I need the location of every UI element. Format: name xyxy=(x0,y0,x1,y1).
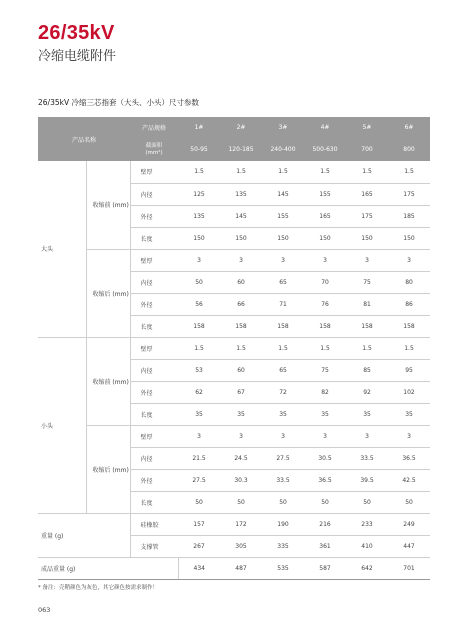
table-cell: 3 xyxy=(220,249,262,271)
table-cell: 3 xyxy=(262,425,304,447)
table-cell: 75 xyxy=(346,271,388,293)
row-label: 内径 xyxy=(130,271,178,293)
table-cell: 1.5 xyxy=(304,337,346,359)
row-label: 壁厚 xyxy=(130,161,178,183)
table-cell: 35 xyxy=(388,403,430,425)
table-cell: 175 xyxy=(388,183,430,205)
row-label: 内径 xyxy=(130,183,178,205)
table-cell: 35 xyxy=(220,403,262,425)
table-cell: 1.5 xyxy=(388,161,430,183)
model-header: 3# xyxy=(262,117,304,138)
table-cell: 3 xyxy=(346,425,388,447)
table-cell: 35 xyxy=(262,403,304,425)
table-cell: 1.5 xyxy=(262,337,304,359)
row-label: 长度 xyxy=(130,315,178,337)
model-header: 5# xyxy=(346,117,388,138)
table-cell: 65 xyxy=(262,359,304,381)
table-cell: 60 xyxy=(220,359,262,381)
table-cell: 82 xyxy=(304,381,346,403)
product-name-header: 产品名称 xyxy=(38,117,130,161)
subgroup-label: 收缩后 (mm) xyxy=(86,425,130,513)
table-cell: 35 xyxy=(346,403,388,425)
row-label: 长度 xyxy=(130,491,178,513)
table-cell: 1.5 xyxy=(220,161,262,183)
table-cell: 3 xyxy=(178,249,220,271)
table-cell: 50 xyxy=(178,271,220,293)
table-cell: 80 xyxy=(388,271,430,293)
table-cell: 1.5 xyxy=(262,161,304,183)
table-cell: 145 xyxy=(220,205,262,227)
group-label: 小头 xyxy=(38,337,86,513)
table-cell: 95 xyxy=(388,359,430,381)
area-range: 120-185 xyxy=(220,138,262,161)
table-cell: 150 xyxy=(346,227,388,249)
table-cell: 158 xyxy=(220,315,262,337)
table-cell: 1.5 xyxy=(388,337,430,359)
row-label: 支撑管 xyxy=(130,535,178,557)
table-cell: 150 xyxy=(304,227,346,249)
table-cell: 85 xyxy=(346,359,388,381)
table-cell: 33.5 xyxy=(262,469,304,491)
weight-label: 重量 (g) xyxy=(38,513,130,557)
table-cell: 145 xyxy=(262,183,304,205)
table-cell: 30.3 xyxy=(220,469,262,491)
table-cell: 535 xyxy=(262,557,304,579)
row-label: 外径 xyxy=(130,381,178,403)
model-header: 1# xyxy=(178,117,220,138)
table-cell: 135 xyxy=(220,183,262,205)
table-cell: 24.5 xyxy=(220,447,262,469)
area-range: 700 xyxy=(346,138,388,161)
table-cell: 157 xyxy=(178,513,220,535)
table-cell: 72 xyxy=(262,381,304,403)
table-cell: 487 xyxy=(220,557,262,579)
table-cell: 102 xyxy=(388,381,430,403)
total-weight-label: 成品重量 (g) xyxy=(38,557,178,579)
row-label: 壁厚 xyxy=(130,249,178,271)
table-cell: 1.5 xyxy=(220,337,262,359)
row-label: 壁厚 xyxy=(130,425,178,447)
table-cell: 92 xyxy=(346,381,388,403)
page-subtitle: 冷缩电缆附件 xyxy=(38,49,117,64)
table-cell: 1.5 xyxy=(346,161,388,183)
table-cell: 3 xyxy=(388,425,430,447)
subgroup-label: 收缩前 (mm) xyxy=(86,337,130,425)
spec-table xyxy=(38,117,430,580)
table-row xyxy=(38,513,430,535)
table-cell: 587 xyxy=(304,557,346,579)
table-cell: 175 xyxy=(346,205,388,227)
table-cell: 33.5 xyxy=(346,447,388,469)
table-row xyxy=(38,249,430,271)
table-cell: 1.5 xyxy=(346,337,388,359)
table-cell: 135 xyxy=(178,205,220,227)
table-cell: 67 xyxy=(220,381,262,403)
model-header: 6# xyxy=(388,117,430,138)
table-cell: 434 xyxy=(178,557,220,579)
table-row xyxy=(38,161,430,183)
table-cell: 66 xyxy=(220,293,262,315)
table-cell: 216 xyxy=(304,513,346,535)
model-header: 2# xyxy=(220,117,262,138)
row-label: 壁厚 xyxy=(130,337,178,359)
area-range: 50-95 xyxy=(178,138,220,161)
table-cell: 27.5 xyxy=(262,447,304,469)
row-label: 外径 xyxy=(130,293,178,315)
table-cell: 36.5 xyxy=(304,469,346,491)
table-cell: 158 xyxy=(304,315,346,337)
row-label: 内径 xyxy=(130,359,178,381)
row-label: 长度 xyxy=(130,227,178,249)
table-cell: 36.5 xyxy=(388,447,430,469)
table-cell: 21.5 xyxy=(178,447,220,469)
subgroup-label: 收缩后 (mm) xyxy=(86,249,130,337)
table-cell: 158 xyxy=(388,315,430,337)
table-cell: 86 xyxy=(388,293,430,315)
table-cell: 158 xyxy=(346,315,388,337)
table-cell: 39.5 xyxy=(346,469,388,491)
table-cell: 335 xyxy=(262,535,304,557)
table-cell: 158 xyxy=(178,315,220,337)
table-cell: 50 xyxy=(262,491,304,513)
table-cell: 50 xyxy=(220,491,262,513)
table-cell: 447 xyxy=(388,535,430,557)
table-cell: 27.5 xyxy=(178,469,220,491)
table-cell: 125 xyxy=(178,183,220,205)
row-label: 外径 xyxy=(130,469,178,491)
table-cell: 65 xyxy=(262,271,304,293)
area-range: 800 xyxy=(388,138,430,161)
area-header xyxy=(130,138,178,161)
table-cell: 35 xyxy=(178,403,220,425)
table-cell: 642 xyxy=(346,557,388,579)
table-row xyxy=(38,557,430,579)
table-cell: 3 xyxy=(262,249,304,271)
table-cell: 150 xyxy=(262,227,304,249)
top-bar xyxy=(0,0,468,8)
table-cell: 50 xyxy=(346,491,388,513)
row-label: 外径 xyxy=(130,205,178,227)
table-cell: 3 xyxy=(304,249,346,271)
table-cell: 165 xyxy=(304,205,346,227)
row-label: 硅橡胶 xyxy=(130,513,178,535)
table-cell: 150 xyxy=(220,227,262,249)
header-row xyxy=(38,117,430,138)
table-cell: 190 xyxy=(262,513,304,535)
area-range: 500-630 xyxy=(304,138,346,161)
table-cell: 3 xyxy=(346,249,388,271)
table-cell: 76 xyxy=(304,293,346,315)
section-title: 26/35kV 冷缩三芯指套（大头、小头）尺寸参数 xyxy=(38,98,199,107)
table-cell: 3 xyxy=(178,425,220,447)
subgroup-label: 收缩前 (mm) xyxy=(86,161,130,249)
table-cell: 701 xyxy=(388,557,430,579)
table-cell: 3 xyxy=(388,249,430,271)
model-header: 4# xyxy=(304,117,346,138)
table-cell: 1.5 xyxy=(304,161,346,183)
table-cell: 150 xyxy=(178,227,220,249)
row-label: 长度 xyxy=(130,403,178,425)
table-cell: 60 xyxy=(220,271,262,293)
table-cell: 233 xyxy=(346,513,388,535)
product-spec-header: 产品规格 xyxy=(130,117,178,138)
table-cell: 53 xyxy=(178,359,220,381)
area-label: 截面积 xyxy=(145,142,163,149)
page-title: 26/35kV xyxy=(38,22,115,44)
table-cell: 75 xyxy=(304,359,346,381)
table-cell: 81 xyxy=(346,293,388,315)
table-cell: 155 xyxy=(304,183,346,205)
table-cell: 1.5 xyxy=(178,161,220,183)
table-cell: 50 xyxy=(178,491,220,513)
table-cell: 3 xyxy=(220,425,262,447)
table-cell: 30.5 xyxy=(304,447,346,469)
table-row xyxy=(38,337,430,359)
area-range: 240-400 xyxy=(262,138,304,161)
table-cell: 3 xyxy=(304,425,346,447)
table-cell: 50 xyxy=(388,491,430,513)
table-cell: 155 xyxy=(262,205,304,227)
table-cell: 50 xyxy=(304,491,346,513)
table-cell: 361 xyxy=(304,535,346,557)
table-cell: 305 xyxy=(220,535,262,557)
footnote: * 备注：壳鞘颜色为灰色，其它颜色按需求制作！ xyxy=(38,585,158,591)
table-cell: 267 xyxy=(178,535,220,557)
table-cell: 35 xyxy=(304,403,346,425)
table-cell: 410 xyxy=(346,535,388,557)
area-unit: (mm²) xyxy=(145,149,163,156)
table-cell: 150 xyxy=(388,227,430,249)
table-row xyxy=(38,425,430,447)
table-cell: 70 xyxy=(304,271,346,293)
table-cell: 1.5 xyxy=(178,337,220,359)
table-cell: 62 xyxy=(178,381,220,403)
table-cell: 172 xyxy=(220,513,262,535)
table-cell: 71 xyxy=(262,293,304,315)
group-label: 大头 xyxy=(38,161,86,337)
table-cell: 249 xyxy=(388,513,430,535)
table-cell: 56 xyxy=(178,293,220,315)
table-cell: 158 xyxy=(262,315,304,337)
page-number: 063 xyxy=(38,606,51,614)
table-cell: 165 xyxy=(346,183,388,205)
row-label: 内径 xyxy=(130,447,178,469)
table-cell: 42.5 xyxy=(388,469,430,491)
table-cell: 185 xyxy=(388,205,430,227)
